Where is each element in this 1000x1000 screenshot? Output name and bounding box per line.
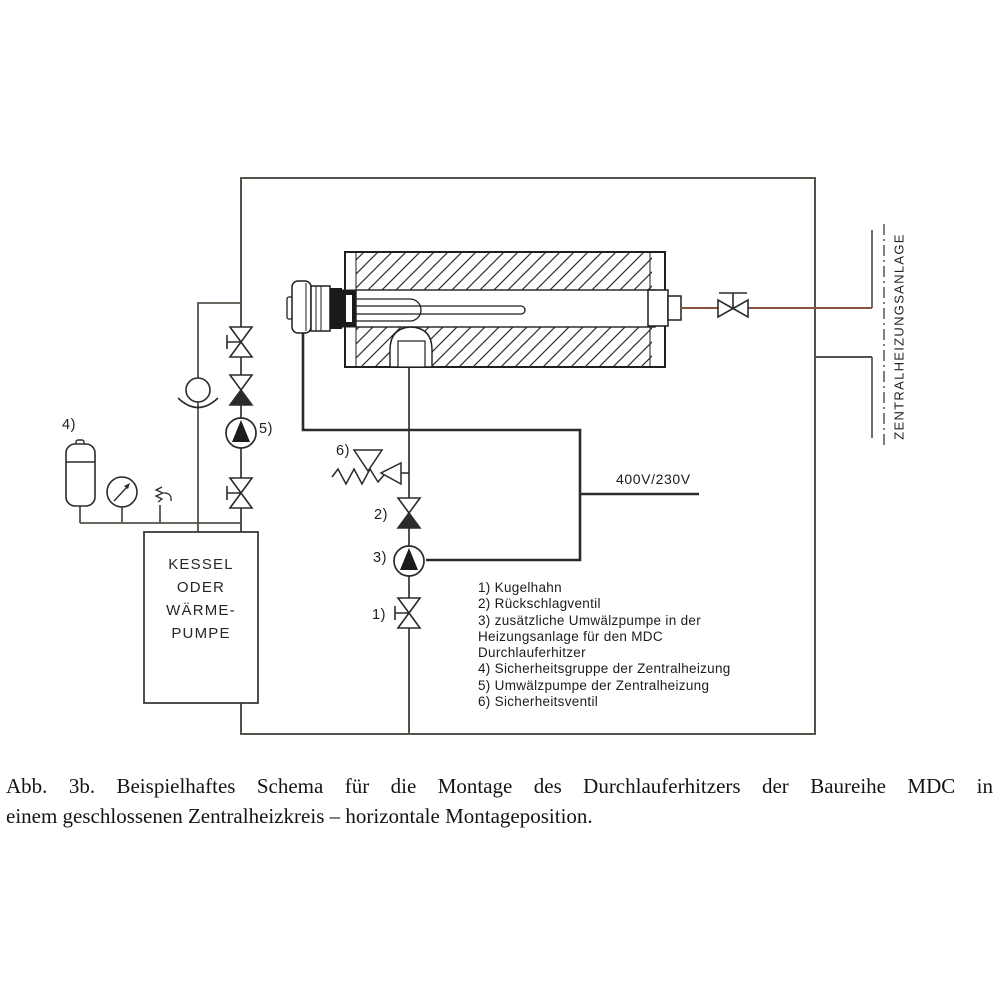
kessel-line-2: ODER xyxy=(176,579,226,596)
legend-line: 5) Umwälzpumpe der Zentralheizung xyxy=(478,677,710,693)
check-valve-left xyxy=(230,375,252,405)
safety-group-pipes xyxy=(80,505,241,523)
check-valve-2-symbol xyxy=(398,498,420,528)
ball-valve-top-left xyxy=(227,327,252,357)
ball-valve-1-symbol xyxy=(395,598,420,628)
legend xyxy=(478,580,731,710)
ball-valve-supply xyxy=(718,293,748,317)
voltage-label: 400V/230V xyxy=(616,471,691,487)
kessel-line-3: WÄRME- xyxy=(166,602,236,619)
label-5: 5) xyxy=(259,421,273,437)
label-1: 1) xyxy=(372,607,386,623)
ball-valve-bottom-left xyxy=(227,478,252,508)
kessel-line-1: KESSEL xyxy=(168,556,234,573)
figure-caption xyxy=(6,771,993,831)
label-4: 4) xyxy=(62,417,76,433)
heater-outlet-fitting xyxy=(648,290,681,326)
label-2: 2) xyxy=(374,507,388,523)
pressure-gauge xyxy=(107,477,137,507)
legend-line: Durchlauferhitzer xyxy=(478,645,586,661)
label-6: 6) xyxy=(336,443,350,459)
kessel-return-pipe xyxy=(198,303,241,532)
expansion-vessel xyxy=(66,440,95,506)
legend-line: 2) Rückschlagventil xyxy=(478,596,601,612)
heater-inlet-port xyxy=(390,327,432,367)
legend-line: Heizungsanlage für den MDC xyxy=(478,628,663,644)
legend-line: 1) Kugelhahn xyxy=(478,580,562,595)
legend-line: 3) zusätzliche Umwälzpumpe in der xyxy=(478,612,701,628)
kessel-box-label xyxy=(144,553,258,645)
legend-line: 6) Sicherheitsventil xyxy=(478,694,599,710)
air-vent-symbol xyxy=(156,487,171,502)
caption-line-1: Abb. 3b. Beispielhaftes Schema für die Montage des Durchlauferhitzers der Baureihe MDC in xyxy=(6,774,993,798)
system-boundary-lines xyxy=(872,224,884,446)
label-3: 3) xyxy=(373,550,387,566)
caption-line-2: einem geschlossenen Zentralheizkreis – horizontale Montageposition. xyxy=(6,804,593,828)
legend-line: 4) Sicherheitsgruppe der Zentralheizung xyxy=(478,661,731,677)
heater-unit xyxy=(287,252,681,367)
pump-5-symbol xyxy=(226,418,256,448)
central-heating-system-label: ZENTRALHEIZUNGSANLAGE xyxy=(891,233,907,440)
kessel-line-4: PUMPE xyxy=(171,625,231,642)
pump-3-symbol xyxy=(394,546,424,576)
